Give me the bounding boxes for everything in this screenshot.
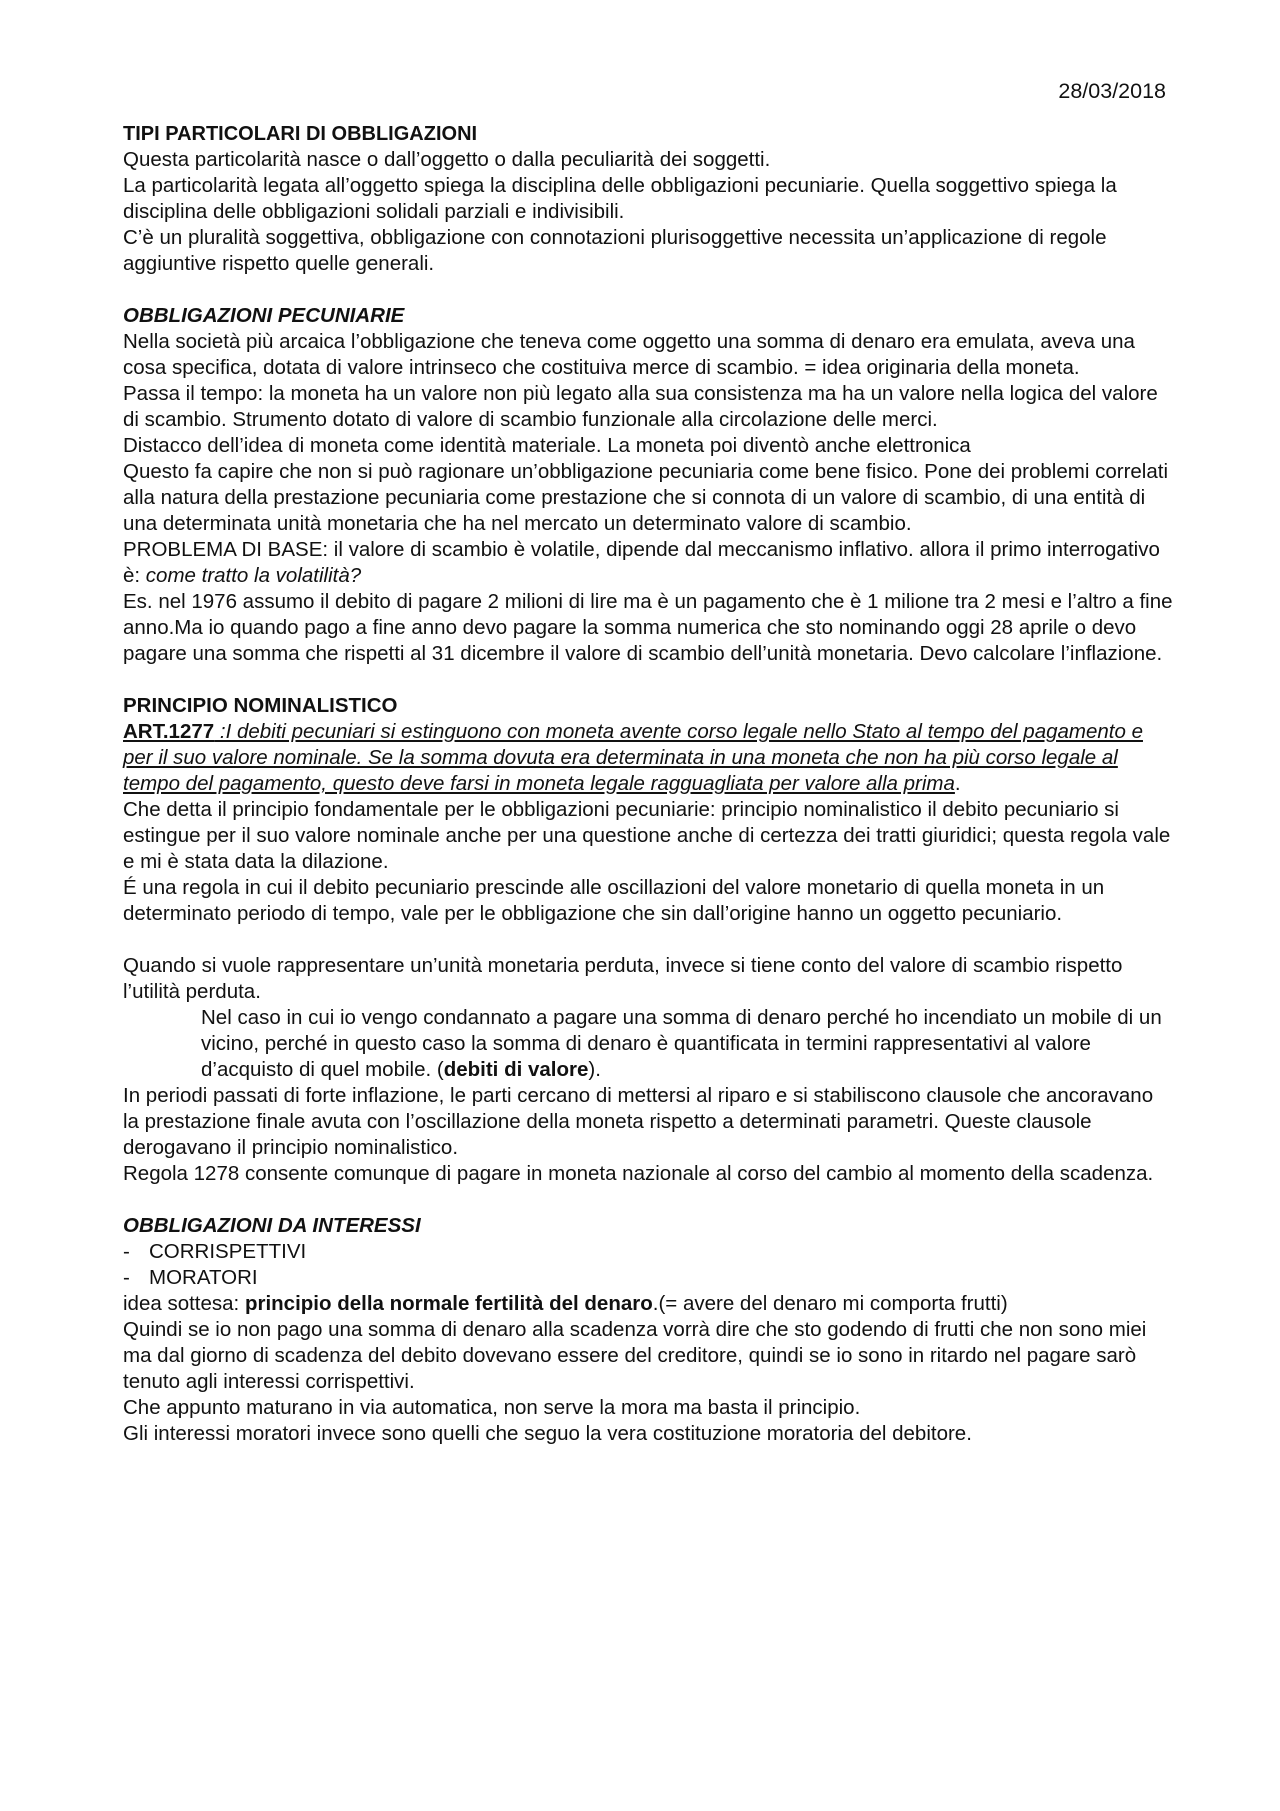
problem-statement: PROBLEMA DI BASE: il valore di scambio è volatile, dipende dal meccanismo inflativo. allora il primo interrogativo è: bbox=[123, 538, 1160, 587]
nominalistico-paragraph-1: Che detta il principio fondamentale per le obbligazioni pecuniarie: principio nominalistico il debito pecuniario si estingue per il suo valore nominale anche per una questione anche di certezza dei tratti giuridici; questa regola vale e mi è stata data la dilazione. bbox=[123, 798, 1171, 873]
interessi-paragraph-3: Che appunto maturano in via automatica, non serve la mora ma basta il principio. bbox=[123, 1396, 861, 1419]
article-end: . bbox=[954, 772, 961, 795]
document-date: 28/03/2018 bbox=[1058, 79, 1166, 103]
nominalistico-paragraph-6: Regola 1278 consente comunque di pagare in moneta nazionale al corso del cambio al momento della scadenza. bbox=[123, 1162, 1154, 1185]
pecuniarie-paragraph-4: Questo fa capire che non si può ragionare un’obbligazione pecuniaria come bene fisico. Pone dei problemi correlati alla natura della prestazione pecuniaria come prestazione che si connota di un valore di scambio, di una entità di una determinata unità monetaria che ha nel mercato un determinato valore di scambio. bbox=[123, 460, 1168, 535]
nominalistico-paragraph-5: In periodi passati di forte inflazione, le parti cercano di mettersi al riparo e si stabiliscono clausole che ancoravano la prestazione finale avuta con l’oscillazione della moneta rispetto a determinati parametri. Queste clausole derogavano il principio nominalistico. bbox=[123, 1084, 1154, 1159]
list-item bbox=[123, 1239, 1173, 1265]
idea-label: idea sottesa: bbox=[123, 1292, 245, 1315]
list-item-label: MORATORI bbox=[149, 1266, 258, 1289]
spacer bbox=[123, 927, 1173, 953]
idea-principle: principio della normale fertilità del denaro bbox=[244, 1292, 653, 1315]
list-item bbox=[123, 1265, 1173, 1291]
interessi-list bbox=[123, 1239, 1173, 1291]
example-bold-term: debiti di valore bbox=[443, 1058, 589, 1081]
spacer bbox=[123, 277, 1173, 303]
interessi-paragraph-2: Quindi se io non pago una somma di denaro alla scadenza vorrà dire che sto godendo di frutti che non sono miei ma dal giorno di scadenza del debito dovevano essere del creditore, quindi se io sono in ritardo nel pagare sarò tenuto agli interessi corrispettivi. bbox=[123, 1318, 1147, 1393]
list-item-label: CORRISPETTIVI bbox=[149, 1240, 307, 1263]
pecuniarie-paragraph-5 bbox=[123, 537, 1173, 589]
spacer bbox=[123, 1187, 1173, 1213]
example-text: Nel caso in cui io vengo condannato a pagare una somma di denaro perché ho incendiato un mobile di un vicino, perché in questo caso la somma di denaro è quantificata in termini rappresentativi al valore d’acquisto di quel mobile. ( bbox=[201, 1006, 1162, 1081]
document-title: TIPI PARTICOLARI DI OBBLIGAZIONI bbox=[123, 123, 478, 145]
intro-paragraph-3: C’è un pluralità soggettiva, obbligazione con connotazioni plurisoggettive necessita un’applicazione di regole aggiuntive rispetto quelle generali. bbox=[123, 226, 1107, 275]
section-heading-pecuniarie: OBBLIGAZIONI PECUNIARIE bbox=[123, 304, 405, 327]
pecuniarie-paragraph-1: Nella società più arcaica l’obbligazione che teneva come oggetto una somma di denaro era emulata, aveva una cosa specifica, dotata di valore intrinseco che costituiva merce di scambio. = idea originaria della moneta. bbox=[123, 330, 1135, 379]
article-quote bbox=[123, 719, 1173, 797]
nominalistico-paragraph-3: Quando si vuole rappresentare un’unità monetaria perduta, invece si tiene conto del valore di scambio rispetto l’utilità perduta. bbox=[123, 954, 1123, 1003]
spacer bbox=[123, 667, 1173, 693]
document-body bbox=[123, 121, 1173, 1447]
section-heading-interessi: OBBLIGAZIONI DA INTERESSI bbox=[123, 1214, 421, 1237]
dash-bullet: - bbox=[123, 1266, 130, 1289]
interessi-paragraph-4: Gli interessi moratori invece sono quelli che seguo la vera costituzione moratoria del debitore. bbox=[123, 1422, 972, 1445]
pecuniarie-paragraph-2: Passa il tempo: la moneta ha un valore non più legato alla sua consistenza ma ha un valore nella logica del valore di scambio. Strumento dotato di valore di scambio funzionale alla circolazione delle merci. bbox=[123, 382, 1158, 431]
pecuniarie-paragraph-3: Distacco dell’idea di moneta come identità materiale. La moneta poi diventò anche elettronica bbox=[123, 434, 971, 457]
nominalistico-paragraph-4 bbox=[123, 1005, 1173, 1083]
nominalistico-paragraph-2: É una regola in cui il debito pecuniario prescinde alle oscillazioni del valore monetario di quella moneta in un determinato periodo di tempo, vale per le obbligazione che sin dall’origine hanno un oggetto pecuniario. bbox=[123, 876, 1105, 925]
problem-question: come tratto la volatilità? bbox=[145, 564, 362, 587]
dash-bullet: - bbox=[123, 1240, 130, 1263]
section-heading-nominalistico: PRINCIPIO NOMINALISTICO bbox=[123, 694, 398, 717]
idea-end: .(= avere del denaro mi comporta frutti) bbox=[652, 1292, 1008, 1315]
pecuniarie-paragraph-6: Es. nel 1976 assumo il debito di pagare 2 milioni di lire ma è un pagamento che è 1 milione tra 2 mesi e l’altro a fine anno.Ma io quando pago a fine anno devo pagare la somma numerica che sto nominando oggi 28 aprile o devo pagare una somma che rispetti al 31 dicembre il valore di scambio dell’unità monetaria. Devo calcolare l’inflazione. bbox=[123, 590, 1173, 665]
example-end: ). bbox=[588, 1058, 601, 1081]
intro-paragraph-2: La particolarità legata all’oggetto spiega la disciplina delle obbligazioni pecuniarie. Quella soggettivo spiega la disciplina delle obbligazioni solidali parziali e indivisibili. bbox=[123, 174, 1117, 223]
article-code: ART.1277 bbox=[123, 720, 215, 743]
intro-paragraph-1: Questa particolarità nasce o dall’oggetto o dalla peculiarità dei soggetti. bbox=[123, 148, 771, 171]
interessi-paragraph-1 bbox=[123, 1291, 1173, 1317]
article-text: :I debiti pecuniari si estinguono con moneta avente corso legale nello Stato al tempo del pagamento e per il suo valore nominale. Se la somma dovuta era determinata in una moneta che non ha più corso legale al tempo del pagamento, questo deve farsi in moneta legale ragguagliata per valore alla prima bbox=[123, 720, 1143, 795]
